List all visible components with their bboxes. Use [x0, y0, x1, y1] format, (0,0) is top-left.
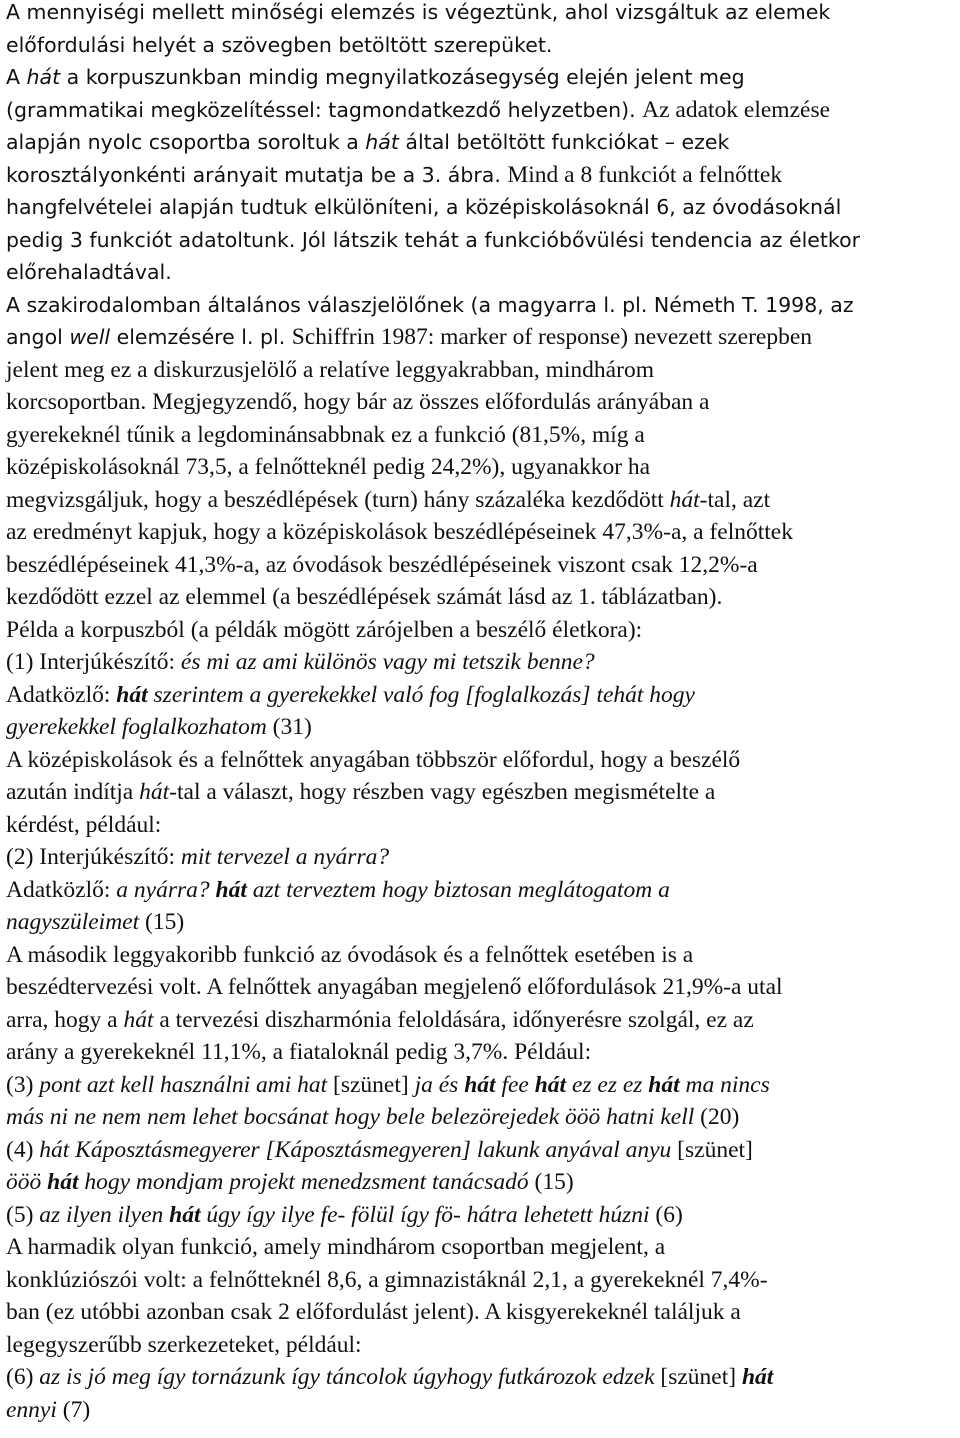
text-run: arány a gyerekeknél 11,1%, a fiataloknál pedig 3,7%. Például:: [6, 1039, 592, 1065]
text-run: beszédtervezési volt. A felnőttek anyagában megjelenő előfordulások 21,9%-a utal: [6, 974, 783, 1000]
text-run: A harmadik olyan funkció, amely mindhárom csoportban megjelent, a: [6, 1234, 666, 1260]
text-run: arra, hogy a: [6, 1006, 124, 1033]
text-run: legegyszerűbb szerkezeteket, például:: [6, 1331, 362, 1358]
text-run: angol: [6, 325, 70, 349]
italic-text: szerintem a gyerekekkel való fog [foglalkozás] tehát hogy: [147, 681, 695, 708]
text-line: [6, 484, 960, 517]
text-run: (4): [6, 1136, 40, 1163]
text-line: [6, 809, 960, 842]
italic-text: úgy így ilye fe- fölül így fö- hátra lehetett húzni: [200, 1201, 650, 1228]
italic-text: hát: [26, 65, 61, 89]
text-run: A középiskolások és a felnőttek anyagában többször előfordul, hogy a beszélő: [6, 746, 741, 773]
text-run: [szünet]: [327, 1071, 415, 1098]
text-line: [6, 841, 960, 874]
text-run: (1) Interjúkészítő:: [6, 649, 181, 675]
text-line: [6, 256, 960, 289]
text-run: A: [6, 65, 27, 89]
text-line: [6, 711, 960, 744]
text-run: (31): [266, 714, 312, 740]
text-run: elemzésére l. pl.: [110, 325, 292, 349]
text-line: [6, 971, 960, 1004]
text-line: [6, 1394, 960, 1427]
text-run: (grammatikai megközelítéssel: tagmondatkezdő helyzetben).: [6, 97, 643, 122]
text-run: konklúziószói volt: a felnőtteknél 8,6, a gimnazistáknál 2,1, a gyerekeknél 7,4%-: [6, 1266, 768, 1293]
text-run: A mennyiségi mellett minőségi elemzés is végeztünk, ahol vizsgáltuk az elemek: [6, 0, 831, 24]
text-line: [6, 1361, 960, 1394]
italic-text: ma nincs: [679, 1071, 770, 1098]
text-run: által betöltött funkciókat – ezek: [398, 130, 730, 154]
emphasized-term: hát: [534, 1071, 567, 1098]
text-run: gyerekeknél tűnik a legdominánsabbnak ez a funkció (81,5%, míg a: [6, 421, 645, 448]
italic-text: azt terveztem hogy biztosan meglátogatom a: [246, 876, 670, 903]
text-run: (6): [6, 1364, 40, 1390]
text-run: (2) Interjúkészítő:: [6, 844, 181, 870]
italic-text: hát Káposztásmegyerer [Káposztásmegyeren] lakunk anyával anyu: [39, 1136, 672, 1163]
text-line: [6, 1264, 960, 1297]
text-line: [6, 1166, 960, 1199]
emphasized-term: hát: [169, 1201, 201, 1228]
text-run: az eredményt kapjuk, hogy a középiskolások beszédlépéseinek 47,3%-a, a felnőttek: [6, 519, 793, 545]
text-run: (6): [649, 1201, 683, 1228]
italic-text: az is jó meg így tornázunk így táncolok úgyhogy futkározok edzek: [39, 1364, 655, 1390]
text-line: [6, 1296, 960, 1329]
text-run: előrehaladtával.: [6, 260, 172, 284]
text-run: Schiffrin 1987: marker of response) nevezett szerepben: [291, 324, 813, 350]
text-line: [6, 0, 960, 29]
italic-text: ööö: [6, 1169, 48, 1195]
italic-text: hogy mondjam projekt menedzsment tanácsadó: [78, 1169, 529, 1195]
text-line: [6, 939, 960, 972]
text-run: (5): [6, 1201, 40, 1228]
text-run: (15): [139, 909, 185, 935]
emphasized-term: hát: [47, 1169, 79, 1195]
italic-text: gyerekekkel foglalkozhatom: [6, 714, 267, 740]
text-run: jelent meg ez a diskurzusjelölő a relatíve leggyakrabban, mindhárom: [6, 356, 654, 383]
italic-text: ja és: [414, 1071, 465, 1098]
text-line: [6, 744, 960, 777]
text-line: [6, 1231, 960, 1264]
text-line: [6, 646, 960, 679]
text-run: beszédlépéseinek 41,3%-a, az óvodások beszédlépéseinek viszont csak 12,2%-a: [6, 551, 758, 578]
text-line: [6, 874, 960, 907]
italic-text: az ilyen ilyen: [39, 1201, 170, 1228]
text-run: azután indítja: [6, 779, 140, 805]
italic-text: hát: [139, 779, 170, 805]
text-run: előfordulási helyét a szövegben betöltött szerepüket.: [6, 32, 553, 57]
text-run: Példa a korpuszból (a példák mögött zárójelben a beszélő életkora):: [6, 616, 643, 643]
text-line: [6, 224, 960, 257]
text-run: (20): [694, 1104, 740, 1130]
emphasized-term: hát: [116, 681, 148, 708]
text-line: [6, 1101, 960, 1134]
text-run: Mind a 8 funkciót a felnőttek: [507, 161, 783, 188]
text-line: [6, 191, 960, 224]
text-run: alapján nyolc csoportba soroltuk a: [6, 130, 366, 154]
italic-text: hát: [669, 486, 700, 513]
text-line: [6, 516, 960, 549]
text-run: A második leggyakoribb funkció az óvodások és a felnőttek esetében is a: [6, 941, 694, 968]
text-line: [6, 1199, 960, 1232]
text-run: hangfelvételei alapján tudtuk elkülöníteni, a középiskolásoknál 6, az óvodásoknál: [6, 195, 842, 219]
text-run: a korpuszunkban mindig megnyilatkozásegység elején jelent meg: [60, 65, 745, 89]
text-run: kérdést, például:: [6, 811, 162, 838]
text-line: [6, 1134, 960, 1167]
text-line: [6, 61, 960, 94]
text-run: korcsoportban. Megjegyzendő, hogy bár az összes előfordulás arányában a: [6, 389, 710, 415]
text-line: [6, 906, 960, 939]
emphasized-term: hát: [648, 1071, 680, 1098]
text-run: középiskolásoknál 73,5, a felnőtteknél pedig 24,2%), ugyanakkor ha: [6, 454, 651, 480]
italic-text: hát: [365, 130, 399, 154]
text-run: kezdődött ezzel az elemmel (a beszédlépések számát lásd az 1. táblázatban).: [6, 584, 723, 610]
text-line: [6, 679, 960, 712]
italic-text: ennyi: [6, 1396, 57, 1423]
text-line: [6, 321, 960, 354]
italic-text: más ni ne nem nem lehet bocsánat hogy bele belezörejedek ööö hatni kell: [6, 1104, 695, 1130]
text-line: [6, 1036, 960, 1069]
italic-text: a nyárra?: [116, 876, 216, 903]
text-run: A szakirodalomban általános válaszjelölőnek (a magyarra l. pl. Németh T. 1998, az: [6, 292, 854, 317]
text-line: [6, 159, 960, 192]
italic-text: hát: [123, 1006, 154, 1033]
text-run: a tervezési diszharmónia feloldására, időnyerésre szolgál, ez az: [153, 1006, 754, 1033]
text-line: [6, 289, 960, 322]
text-run: ban (ez utóbbi azonban csak 2 előfordulást jelent). A kisgyerekeknél találjuk a: [6, 1299, 741, 1325]
text-line: [6, 451, 960, 484]
text-run: korosztályonkénti arányait mutatja be a 3. ábra.: [6, 162, 508, 187]
italic-text: és mi az ami különös vagy mi tetszik benne?: [180, 649, 595, 675]
text-line: [6, 1004, 960, 1037]
text-run: megvizsgáljuk, hogy a beszédlépések (turn) hány százaléka kezdődött: [6, 486, 670, 513]
text-line: [6, 776, 960, 809]
text-run: pedig 3 funkciót adatoltunk. Jól látszik tehát a funkcióbővülési tendencia az életkor: [6, 227, 861, 252]
text-run: [szünet]: [654, 1364, 742, 1390]
italic-text: nagyszüleimet: [6, 909, 140, 935]
emphasized-term: hát: [741, 1364, 774, 1390]
text-line: [6, 29, 960, 62]
text-run: (15): [528, 1169, 574, 1195]
italic-text: fee: [495, 1071, 535, 1098]
text-line: [6, 614, 960, 647]
text-line: [6, 386, 960, 419]
emphasized-term: hát: [215, 876, 247, 903]
italic-text: pont azt kell használni ami hat: [39, 1071, 328, 1098]
text-run: (7): [56, 1396, 91, 1423]
text-run: [szünet]: [671, 1136, 753, 1163]
text-run: Az adatok elemzése: [642, 96, 831, 123]
text-run: -tal a választ, hogy részben vagy egészben megismételte a: [169, 779, 716, 805]
emphasized-term: hát: [464, 1071, 496, 1098]
text-run: -tal, azt: [699, 486, 771, 513]
text-run: Adatközlő:: [6, 876, 117, 903]
text-run: Adatközlő:: [6, 681, 117, 708]
text-line: [6, 94, 960, 127]
italic-text: mit tervezel a nyárra?: [180, 844, 390, 870]
text-line: [6, 549, 960, 582]
text-line: [6, 354, 960, 387]
italic-text: ez ez ez: [566, 1071, 649, 1098]
text-line: [6, 1329, 960, 1362]
text-run: (3): [6, 1071, 40, 1098]
italic-text: well: [69, 325, 111, 349]
text-line: [6, 1069, 960, 1102]
text-line: [6, 581, 960, 614]
text-line: [6, 126, 960, 159]
text-line: [6, 419, 960, 452]
